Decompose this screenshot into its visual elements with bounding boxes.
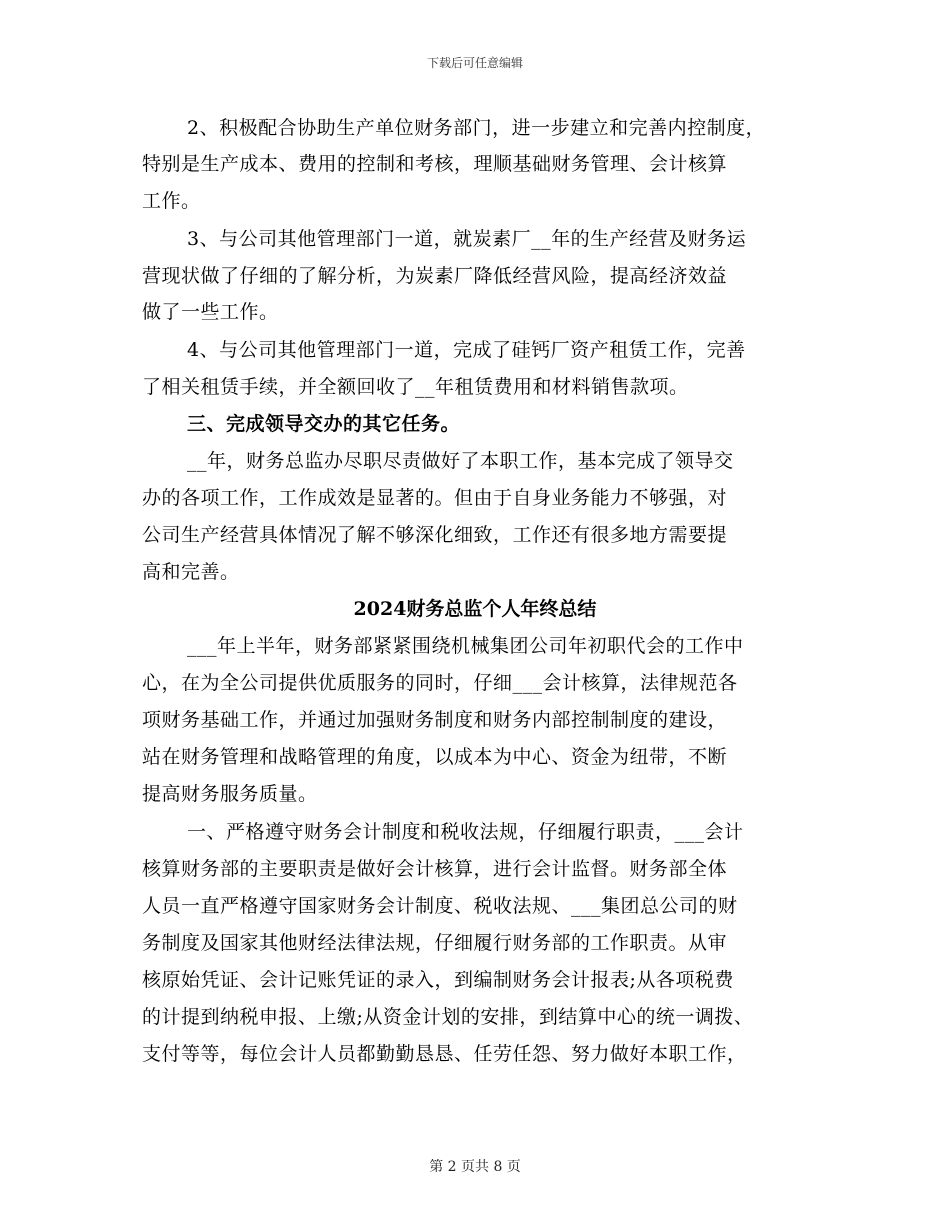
paragraph-line: 办的各项工作，工作成效是显著的。但由于自身业务能力不够强，对 [142, 487, 728, 509]
paragraph-line: 支付等等，每位会计人员都勤勤恳恳、任劳任怨、努力做好本职工作， [142, 1043, 747, 1065]
paragraph-line: __年，财务总监办尽职尽责做好了本职工作，基本完成了领导交 [187, 450, 734, 472]
page-header: 下载后可任意编辑 [426, 56, 523, 70]
paragraph-line: 特别是生产成本、费用的控制和考核，理顺基础财务管理、会计核算 [142, 153, 728, 175]
paragraph-line: 核算财务部的主要职责是做好会计核算，进行会计监督。财务部全体 [142, 858, 728, 880]
paragraph-line: 了相关租赁手续，并全额回收了__年租赁费用和材料销售款项。 [142, 376, 689, 398]
paragraph-line: ___年上半年，财务部紧紧围绕机械集团公司年初职代会的工作中 [187, 635, 744, 657]
paragraph-line: 人员一直严格遵守国家财务会计制度、税收法规、___集团总公司的财 [142, 895, 738, 917]
paragraph-line: 务制度及国家其他财经法律法规，仔细履行财务部的工作职责。从审 [142, 932, 728, 954]
page-footer: 第 2 页共 8 页 [429, 1159, 521, 1175]
paragraph-line: 3、与公司其他管理部门一道，就炭素厂__年的生产经营及财务运 [187, 228, 747, 250]
section-heading: 三、完成领导交办的其它任务。 [187, 413, 461, 435]
paragraph-line: 4、与公司其他管理部门一道，完成了硅钙厂资产租赁工作，完善 [187, 339, 746, 361]
paragraph-line: 工作。 [142, 190, 201, 212]
paragraph-line: 提高财务服务质量。 [142, 783, 318, 805]
paragraph-line: 做了一些工作。 [142, 301, 279, 323]
paragraph-line: 的计提到纳税申报、上缴;从资金计划的安排，到结算中心的统一调拨、 [142, 1006, 754, 1028]
paragraph-line: 2、积极配合协助生产单位财务部门，进一步建立和完善内控制度， [187, 117, 766, 139]
paragraph-line: 一、严格遵守财务会计制度和税收法规，仔细履行职责，___会计 [187, 821, 744, 843]
paragraph-line: 核原始凭证、会计记账凭证的录入，到编制财务会计报表;从各项税费 [142, 969, 734, 991]
paragraph-line: 高和完善。 [142, 561, 240, 583]
paragraph-line: 站在财务管理和战略管理的角度，以成本为中心、资金为纽带，不断 [142, 746, 728, 768]
paragraph-line: 公司生产经营具体情况了解不够深化细致，工作还有很多地方需要提 [142, 524, 728, 546]
document-title: 2024财务总监个人年终总结 [353, 598, 597, 620]
paragraph-line: 营现状做了仔细的了解分析，为炭素厂降低经营风险，提高经济效益 [142, 265, 728, 287]
paragraph-line: 项财务基础工作，并通过加强财务制度和财务内部控制制度的建设， [142, 709, 728, 731]
paragraph-line: 心，在为全公司提供优质服务的同时，仔细___会计核算，法律规范各 [142, 672, 738, 694]
